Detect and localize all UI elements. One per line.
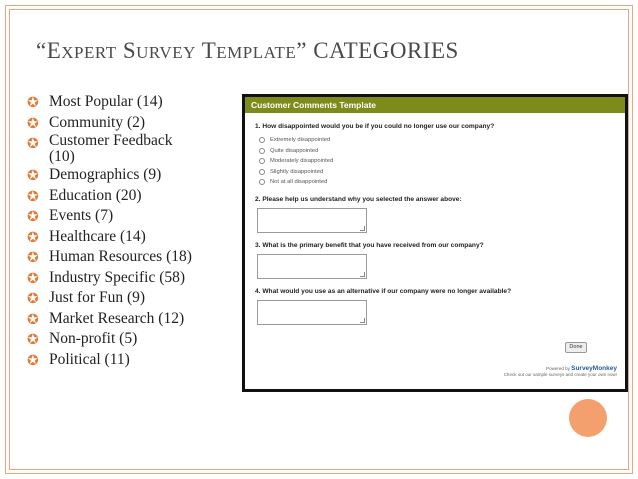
list-item	[27, 329, 237, 350]
bullet-icon: ✪	[27, 168, 39, 184]
question-3: 3. What is the primary benefit that you have received from our company?	[255, 241, 484, 249]
answer-4-textarea[interactable]	[257, 300, 367, 325]
list-item	[27, 288, 237, 309]
question-2: 2. Please help us understand why you selected the answer above:	[255, 195, 462, 203]
list-item	[27, 206, 237, 227]
question-1-options	[255, 135, 615, 188]
radio-icon[interactable]	[259, 148, 265, 154]
category-label: Education (20)	[49, 186, 142, 204]
option-label: Extremely disappointed	[270, 137, 331, 144]
option-label: Not at all disappointed	[270, 179, 328, 186]
category-label: Customer Feedback (10)	[49, 132, 173, 165]
bullet-icon: ✪	[27, 332, 39, 348]
bullet-icon: ✪	[27, 311, 39, 328]
radio-option[interactable]	[255, 146, 615, 157]
list-item	[27, 350, 237, 371]
category-label: Just for Fun (9)	[49, 289, 146, 306]
radio-icon[interactable]	[259, 158, 265, 164]
bullet-icon: ✪	[27, 352, 39, 369]
list-item	[27, 247, 237, 268]
bullet-icon: ✪	[27, 291, 39, 307]
bullet-icon: ✪	[27, 95, 39, 111]
title-xpert: XPERT	[61, 43, 117, 62]
option-label: Quite disappointed	[270, 147, 319, 154]
bullet-icon: ✪	[27, 115, 39, 132]
title-quote-open: “	[36, 38, 47, 63]
list-item	[27, 133, 177, 165]
survey-body	[245, 113, 625, 325]
decorative-circle	[569, 399, 607, 437]
category-label: Demographics (9)	[49, 166, 162, 183]
title-t: T	[201, 38, 217, 63]
powered-by-label: Powered by	[546, 366, 570, 371]
radio-option[interactable]	[255, 135, 615, 146]
list-item	[27, 113, 237, 134]
list-item	[27, 268, 237, 289]
powered-by-line	[504, 365, 617, 372]
list-item	[27, 309, 237, 330]
radio-option[interactable]	[255, 167, 615, 178]
category-label: Human Resources (18)	[49, 248, 192, 265]
radio-icon[interactable]	[259, 137, 265, 143]
radio-option[interactable]	[255, 156, 615, 167]
bullet-icon: ✪	[27, 250, 39, 266]
answer-3-textarea[interactable]	[257, 254, 367, 279]
category-label: Industry Specific (58)	[49, 268, 186, 286]
option-label: Moderately disappointed	[270, 158, 334, 165]
radio-icon[interactable]	[259, 179, 265, 185]
option-label: Slightly disappointed	[270, 168, 324, 175]
survey-screenshot	[242, 94, 628, 392]
list-item	[27, 227, 237, 248]
title-s: S	[122, 38, 137, 63]
category-label: Political (11)	[49, 350, 130, 368]
category-label: Non-profit (5)	[49, 330, 138, 347]
question-1: 1. How disappointed would you be if you could no longer use our company?	[255, 123, 495, 130]
bullet-icon: ✪	[27, 188, 39, 205]
survey-header: Customer Comments Template	[245, 97, 625, 113]
bullet-icon: ✪	[27, 136, 39, 152]
category-label: Events (7)	[49, 207, 114, 224]
brand-link[interactable]: SurveyMonkey	[571, 365, 617, 372]
title-emplate: EMPLATE	[216, 43, 297, 62]
category-list	[27, 92, 237, 370]
bullet-icon: ✪	[27, 270, 39, 287]
footer-text: Check out our sample surveys and create your own now!	[503, 372, 617, 377]
question-4: 4. What would you use as an alternative if our company were no longer available?	[255, 287, 512, 295]
title-categories: CATEGORIES	[313, 38, 459, 63]
powered-by	[504, 365, 617, 377]
bullet-icon: ✪	[27, 209, 39, 225]
category-label: Market Research (12)	[49, 309, 185, 327]
done-button[interactable]: Done	[565, 342, 587, 353]
list-item	[27, 186, 237, 207]
list-item	[27, 165, 237, 186]
radio-icon[interactable]	[259, 169, 265, 175]
slide-title	[36, 38, 596, 64]
category-label: Most Popular (14)	[49, 93, 163, 110]
category-label: Community (2)	[49, 113, 146, 131]
answer-2-textarea[interactable]	[257, 208, 367, 233]
category-label: Healthcare (14)	[49, 227, 146, 245]
title-urvey: URVEY	[136, 43, 196, 62]
title-quote-close: ”	[296, 38, 307, 63]
radio-option[interactable]	[255, 177, 615, 188]
bullet-icon: ✪	[27, 229, 39, 246]
title-e: E	[46, 38, 62, 63]
list-item	[27, 92, 237, 113]
